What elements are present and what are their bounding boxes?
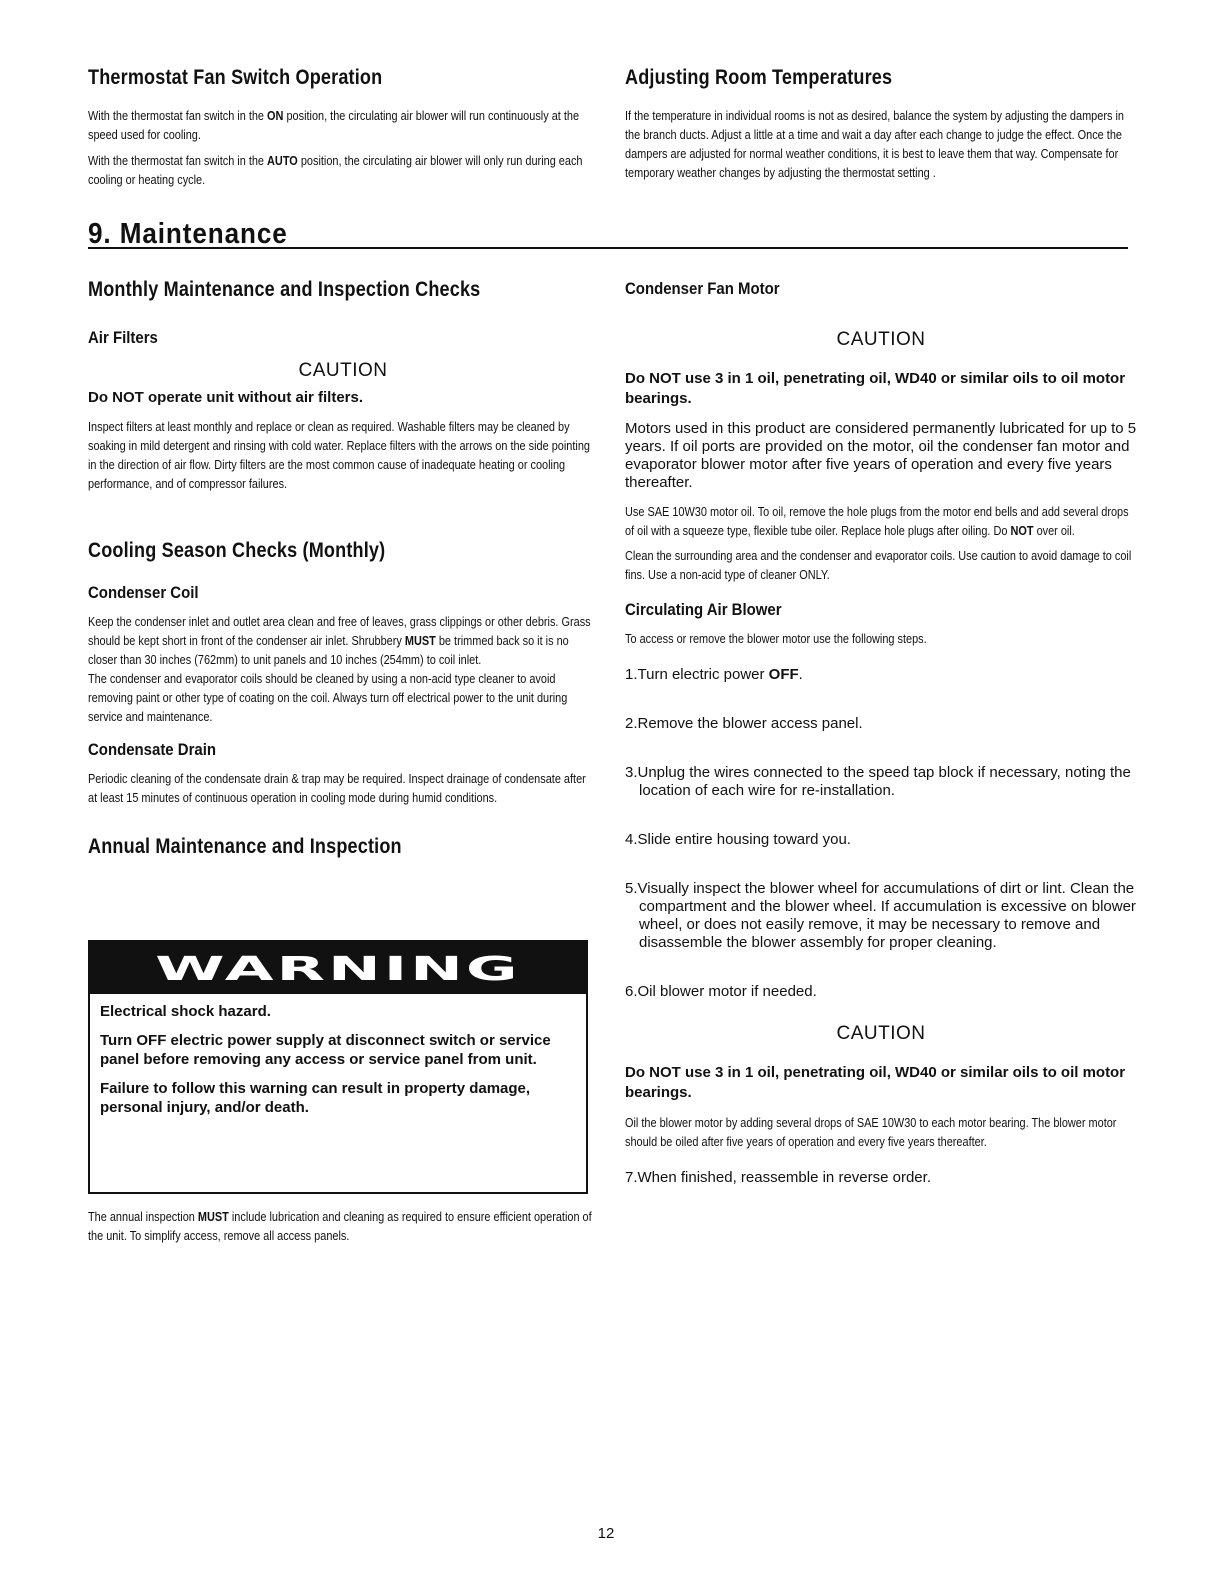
left-column	[88, 278, 598, 859]
fan-motor-paragraph-2: Use SAE 10W30 motor oil. To oil, remove the hole plugs from the motor end bells and add several drops of oil with a squeeze type, flexible tube oiler. Replace hole plugs after oiling. Do NOT over oil.	[625, 504, 1129, 538]
blower-oil-paragraph: Oil the blower motor by adding several drops of SAE 10W30 to each motor bearing. The blower motor should be oiled after five years of operation and every five years thereafter.	[625, 1115, 1117, 1149]
blower-caution-text: Do NOT use 3 in 1 oil, penetrating oil, WD40 or similar oils to oil motor bearings.	[625, 1064, 1126, 1101]
room-temperatures-section	[625, 66, 1137, 182]
blower-intro: To access or remove the blower motor use the following steps.	[625, 631, 927, 646]
air-filters-caution-text: Do NOT operate unit without air filters.	[88, 389, 364, 406]
blower-step-4: 4.Slide entire housing toward you.	[625, 831, 851, 848]
blower-step-6: 6.Oil blower motor if needed.	[625, 983, 817, 1000]
fan-motor-heading: Condenser Fan Motor	[625, 279, 780, 298]
page-number: 12	[597, 1525, 615, 1542]
fan-switch-on-paragraph: With the thermostat fan switch in the ON position, the circulating air blower will run continuously at the speed used for cooling.	[88, 108, 580, 142]
blower-step-1: 1.Turn electric power OFF.	[625, 666, 803, 683]
blower-caution-label: CAUTION	[836, 1023, 926, 1044]
annual-heading: Annual Maintenance and Inspection	[88, 835, 402, 858]
condensate-drain-heading: Condensate Drain	[88, 740, 217, 759]
section-divider	[88, 247, 1128, 249]
blower-step-3: 3.Unplug the wires connected to the speed tap block if necessary, noting the location of each wire for re-installation.	[625, 764, 1131, 799]
warning-text-2: Turn OFF electric power supply at disconnect switch or service panel before removing any access or service panel from unit.	[100, 1032, 551, 1068]
air-filters-paragraph: Inspect filters at least monthly and replace or clean as required. Washable filters may be cleaned by soaking in mild detergent and rinsing with cold water. Replace filters with the arrows on the side pointing in the direction of air flow. Dirty filters are the most common cause of inadequate heating or cooling performance, and of compressor failures.	[88, 419, 590, 491]
fan-switch-heading: Thermostat Fan Switch Operation	[88, 66, 383, 89]
page-title: 9. Maintenance	[88, 218, 288, 250]
condenser-coil-paragraph-1: Keep the condenser inlet and outlet area clean and free of leaves, grass clippings or other debris. Grass should be kept short in front of the condenser air inlet. Shrubbery MUST be trimmed back so it is no closer than 30 inches (762mm) to unit panels and 10 inches (254mm) to coil inlet.	[88, 614, 591, 667]
warning-text-1: Electrical shock hazard.	[100, 1003, 271, 1020]
right-column	[625, 279, 1137, 1187]
warning-title: WARNING	[155, 948, 521, 988]
condensate-drain-paragraph: Periodic cleaning of the condensate drain & trap may be required. Inspect drainage of condensate after at least 15 minutes of continuous operation in cooling mode during humid conditions.	[88, 771, 586, 805]
fan-switch-section	[88, 66, 608, 189]
room-temperatures-heading: Adjusting Room Temperatures	[625, 66, 893, 89]
blower-step-2: 2.Remove the blower access panel.	[625, 715, 863, 732]
fan-motor-paragraph-3: Clean the surrounding area and the condenser and evaporator coils. Use caution to avoid damage to coil fins. Use a non-acid type of cleaner ONLY.	[625, 548, 1132, 582]
fan-motor-caution-label: CAUTION	[836, 329, 926, 350]
fan-motor-caution-text: Do NOT use 3 in 1 oil, penetrating oil, WD40 or similar oils to oil motor bearings.	[625, 370, 1126, 407]
fan-switch-auto-paragraph: With the thermostat fan switch in the AUTO position, the circulating air blower will only run during each cooling or heating cycle.	[88, 153, 583, 187]
warning-box	[88, 940, 588, 1194]
condenser-coil-paragraph-2: The condenser and evaporator coils should be cleaned by using a non-acid type cleaner to avoid removing paint or other type of coating on the coil. Always turn off electrical power to the unit during service and maintenance.	[88, 671, 568, 724]
fan-motor-paragraph-1: Motors used in this product are considered permanently lubricated for up to 5 years. If oil ports are provided on the motor, oil the condenser fan motor and evaporator blower motor after five years of operation and every five years thereafter.	[625, 420, 1137, 491]
condenser-coil-heading: Condenser Coil	[88, 583, 199, 602]
blower-heading: Circulating Air Blower	[625, 600, 782, 619]
blower-step-7: 7.When finished, reassemble in reverse order.	[625, 1169, 931, 1186]
annual-inspection-paragraph: The annual inspection MUST include lubrication and cleaning as required to ensure efficient operation of the unit. To simplify access, remove all access panels.	[88, 1209, 592, 1243]
cooling-season-heading: Cooling Season Checks (Monthly)	[88, 539, 386, 562]
warning-banner	[90, 942, 586, 994]
annual-inspection-note	[88, 1207, 598, 1245]
warning-text-3: Failure to follow this warning can result in property damage, personal injury, and/or death.	[100, 1080, 531, 1116]
air-filters-caution-label: CAUTION	[298, 360, 388, 381]
air-filters-heading: Air Filters	[88, 328, 158, 347]
blower-step-5: 5.Visually inspect the blower wheel for accumulations of dirt or lint. Clean the compartment and the blower wheel. If accumulation is excessive on blower wheel, or does not easily remove, it may be necessary to remove and disassemble the blower assembly for proper cleaning.	[625, 880, 1136, 951]
room-temperatures-paragraph: If the temperature in individual rooms is not as desired, balance the system by adjusting the dampers in the branch ducts. Adjust a little at a time and wait a day after each change to judge the effect. Once the dampers are adjusted for normal weather conditions, it is best to leave them that way. Compensate for temporary weather changes by adjusting the thermostat setting .	[625, 108, 1124, 180]
monthly-heading: Monthly Maintenance and Inspection Checks	[88, 278, 481, 301]
